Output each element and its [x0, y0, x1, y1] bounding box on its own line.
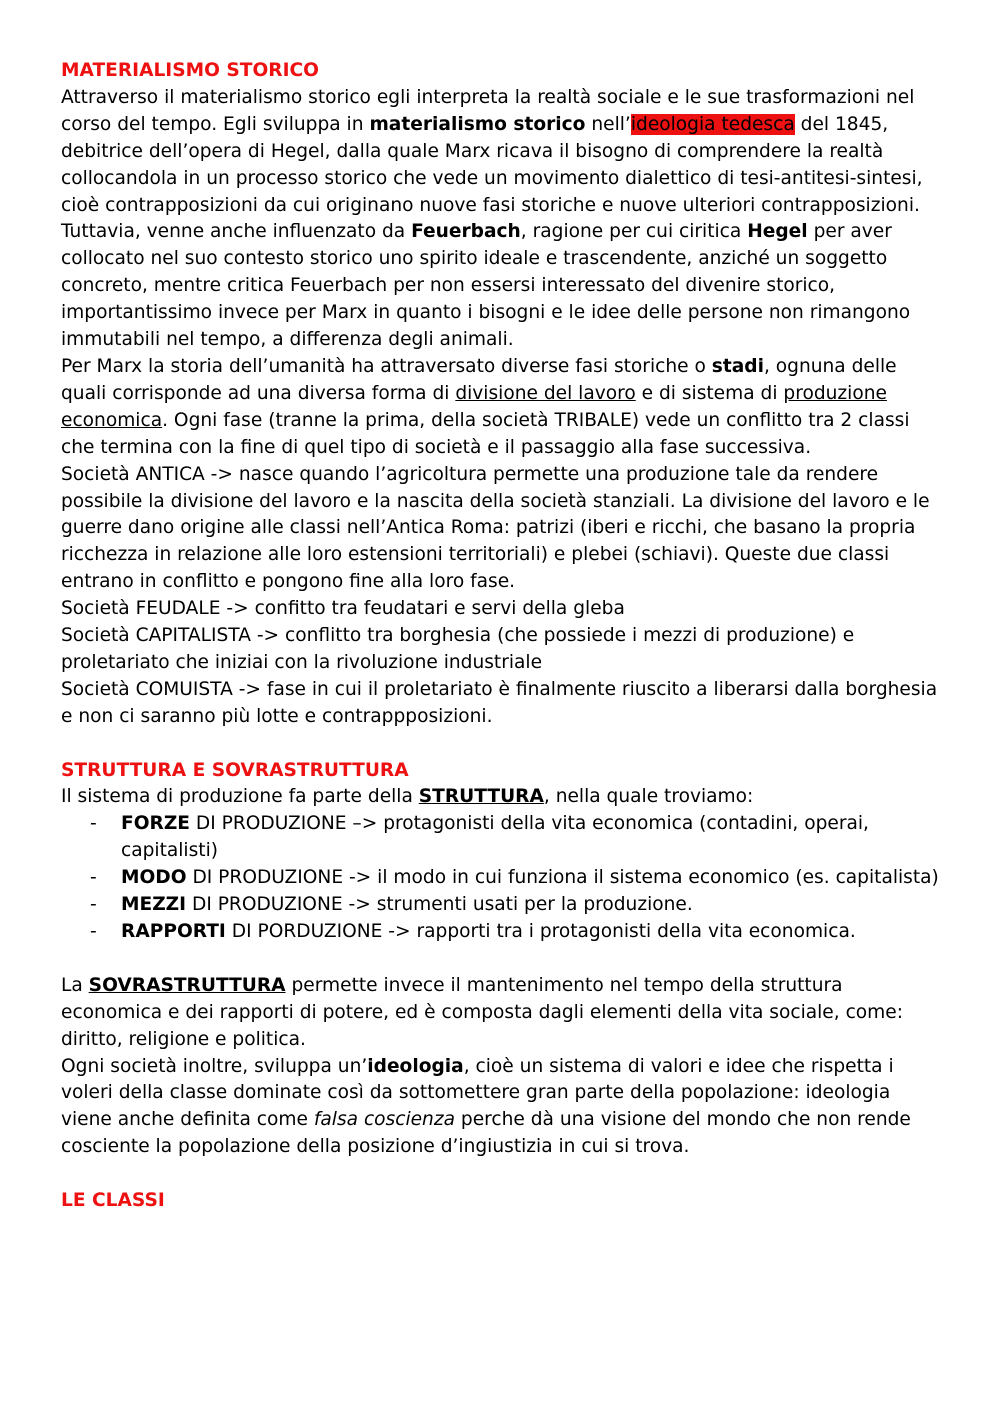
text-run: La	[61, 974, 89, 996]
underlined-term-produzione-economica: produzione economica	[61, 382, 887, 431]
list-item-bold: MEZZI	[121, 894, 187, 916]
list-item-text: DI PRODUZIONE -> il modo in cui funziona il sistema economico (es. capitalista)	[186, 867, 939, 889]
blank-line	[61, 946, 946, 973]
paragraph-ideologia	[61, 1054, 946, 1162]
text-run: permette invece il mantenimento nel tempo della struttura economica e dei rapporti di potere, ed è composta dagli elementi della vita sociale, come: diritto, religione e politica.	[61, 974, 903, 1050]
paragraph-sovrastruttura	[61, 973, 946, 1054]
text-run: , cioè un sistema di valori e idee che rispetta i voleri della classe dominate così da sottomettere gran parte della popolazione: ideologia viene anche definita come	[61, 1055, 894, 1131]
section-heading-struttura: STRUTTURA E SOVRASTRUTTURA	[61, 759, 409, 781]
bold-underlined-term-struttura: STRUTTURA	[418, 786, 544, 808]
text-run: , nella quale troviamo:	[543, 786, 754, 808]
document-page	[61, 58, 946, 1215]
bold-underlined-term-sovrastruttura: SOVRASTRUTTURA	[88, 974, 286, 996]
list-item-text: DI PRODUZIONE –> protagonisti della vita economica (contadini, operai, capitalisti)	[121, 813, 869, 862]
list-item-text: DI PRODUZIONE -> strumenti usati per la produzione.	[186, 894, 693, 916]
text-run: per aver collocato nel suo contesto storico uno spirito ideale e trascendente, anziché un soggetto concreto, mentre critica Feuerbach per non essersi interessato del divenire storico, importantissimo invece per Marx in quanto i bisogni e le idee delle persone non rimangono immutabili nel tempo, a differenza degli animali.	[61, 221, 911, 351]
text-run: nell’	[585, 113, 631, 135]
bold-term-materialismo-storico: materialismo storico	[369, 113, 586, 135]
list-item-rapporti	[61, 919, 946, 946]
section-heading-classi: LE CLASSI	[61, 1190, 165, 1212]
paragraph-struttura-intro	[61, 784, 946, 811]
struttura-list	[61, 811, 946, 946]
list-dash: -	[90, 867, 97, 889]
list-item-text: DI PORDUZIONE -> rapporti tra i protagonisti della vita economica.	[225, 920, 856, 942]
bold-term-feuerbach: Feuerbach	[411, 221, 521, 243]
text-run: Attraverso il materialismo storico egli interpreta la realtà sociale e le sue trasformazioni nel corso del tempo. Egli sviluppa in	[61, 86, 915, 135]
bold-term-hegel: Hegel	[747, 221, 808, 243]
highlighted-term-ideologia-tedesca: ideologia tedesca	[630, 113, 795, 135]
list-item-modo	[61, 865, 946, 892]
blank-line	[61, 731, 946, 758]
text-run: e di sistema di	[635, 382, 784, 404]
bold-term-stadi: stadi	[711, 355, 764, 377]
text-run: del 1845, debitrice dell’opera di Hegel, dalla quale Marx ricava il bisogno di comprendere la realtà collocandola in un processo storico che vede un movimento dialettico di tesi-antitesi-sintesi, cioè contrapposizioni da cui originano nuove fasi storiche e nuove ulteriori contrapposizioni. Tuttavia, venne anche influenzato da	[61, 113, 923, 243]
paragraph-materialismo-intro	[61, 85, 946, 354]
list-item-mezzi	[61, 892, 946, 919]
blank-line	[61, 1161, 946, 1188]
paragraph-societa-comunista: Società COMUISTA -> fase in cui il proletariato è finalmente riuscito a liberarsi dalla borghesia e non ci saranno più lotte e contrappposizioni.	[61, 678, 938, 727]
paragraph-societa-antica: Società ANTICA -> nasce quando l’agricoltura permette una produzione tale da rendere possibile la divisione del lavoro e la nascita della società stanziali. La divisione del lavoro e le guerre dano origine alle classi nell’Antica Roma: patrizi (iberi e ricchi, che basano la propria ricchezza in relazione alle loro estensioni territoriali) e plebei (schiavi). Queste due classi entrano in conflitto e pongono fine alla loro fase.	[61, 463, 930, 593]
text-run: perche dà una visione del mondo che non rende cosciente la popolazione della posizione d’ingiustizia in cui si trova.	[61, 1109, 911, 1158]
text-run: , ragione per cui ciritica	[520, 221, 748, 243]
text-run: . Ogni fase (tranne la prima, della società TRIBALE) vede un conflitto tra 2 classi che termina con la fine di quel tipo di società e il passaggio alla fase successiva.	[61, 409, 910, 458]
list-item-bold: MODO	[121, 867, 187, 889]
bold-term-ideologia: ideologia	[367, 1055, 464, 1077]
list-item-forze	[61, 811, 946, 865]
text-run: Per Marx la storia dell’umanità ha attraversato diverse fasi storiche o	[61, 355, 712, 377]
list-item-bold: RAPPORTI	[121, 920, 226, 942]
paragraph-societa-capitalista: Società CAPITALISTA -> conflitto tra borghesia (che possiede i mezzi di produzione) e proletariato che iniziai con la rivoluzione industriale	[61, 625, 855, 673]
paragraph-stadi	[61, 354, 946, 462]
list-dash: -	[90, 813, 97, 835]
underlined-term-divisione-del-lavoro: divisione del lavoro	[455, 382, 636, 404]
section-heading-materialismo: MATERIALISMO STORICO	[61, 60, 319, 81]
paragraph-societa-feudale: Società FEUDALE -> confitto tra feudatari e servi della gleba	[61, 598, 625, 620]
italic-term-falsa-coscienza: falsa coscienza	[313, 1109, 455, 1131]
text-run: , ognuna delle quali corrisponde ad una diversa forma di	[61, 355, 897, 404]
text-run: Il sistema di produzione fa parte della	[61, 786, 419, 808]
list-dash: -	[90, 920, 97, 942]
list-item-bold: FORZE	[121, 813, 191, 835]
text-run: Ogni società inoltre, sviluppa un’	[61, 1055, 368, 1077]
list-dash: -	[90, 894, 97, 916]
